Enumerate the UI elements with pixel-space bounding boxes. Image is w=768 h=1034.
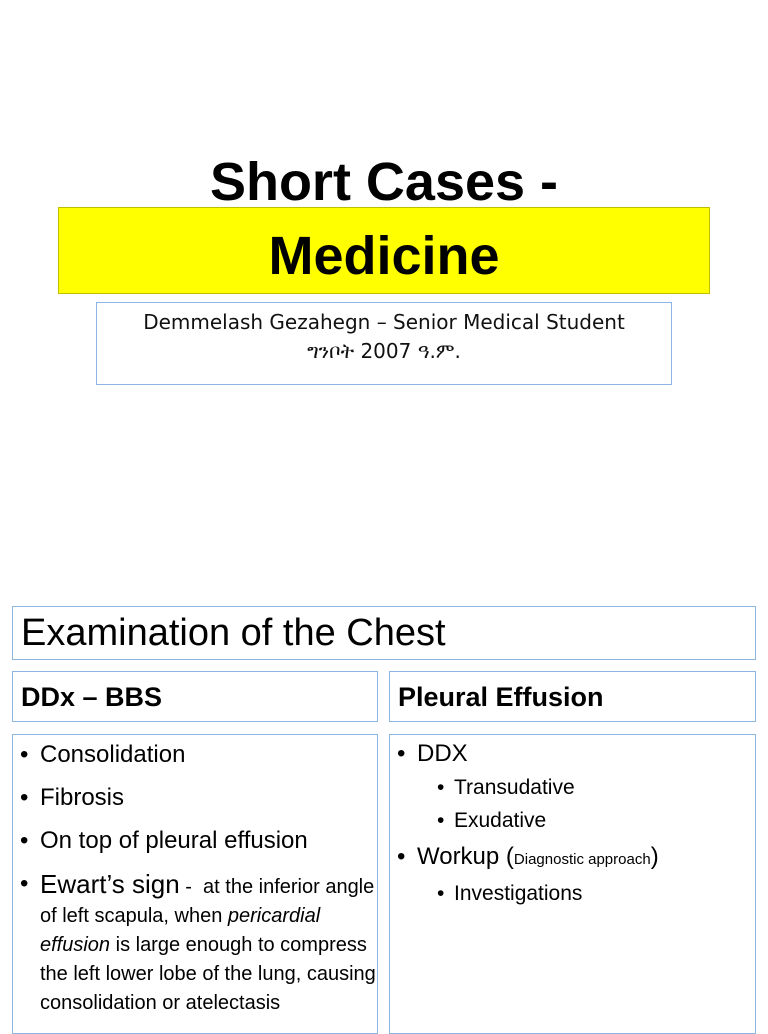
left-header-text: DDx – BBS [21, 682, 163, 712]
right-column-body [389, 734, 756, 1034]
ewart-italic: pericardial effusion [40, 905, 321, 956]
workup-note: Diagnostic approach [513, 851, 651, 868]
list-item: • Investigations [417, 880, 755, 908]
ewart-separator: - [179, 876, 204, 898]
list-item: • Consolidation [13, 741, 377, 769]
ewart-sign-label: Ewart’s sign [40, 869, 180, 899]
pleural-list [390, 735, 755, 908]
workup-item [390, 843, 755, 908]
right-column-header [389, 671, 756, 722]
list-item: • On top of pleural effusion [13, 827, 377, 855]
left-column-body [12, 734, 378, 1034]
list-item: • Transudative [417, 774, 755, 802]
ewart-text-2: is large enough to compress the left lower lobe of the lung, causing consolidation or atelectasis [40, 934, 376, 1014]
subtitle-box [96, 302, 672, 385]
workup-sublist [417, 880, 755, 908]
workup-close: ) [650, 843, 659, 870]
left-column-header [12, 671, 378, 722]
ewart-text-1: at the inferior angle of left scapula, when [40, 876, 375, 927]
workup-label: Workup ( [417, 843, 514, 870]
ddx-sublist [417, 774, 755, 835]
slide-title-line1: Short Cases - [209, 152, 559, 212]
ewart-sign-item [13, 870, 377, 1017]
author-line: Demmelash Gezahegn – Senior Medical Student [143, 310, 625, 334]
list-item: • Exudative [417, 807, 755, 835]
date-line: ግንቦት 2007 ዓ.ም. [307, 339, 461, 363]
slide-heading-box [12, 606, 756, 660]
chest-exam-slide [0, 560, 768, 1024]
slide-heading: Examination of the Chest [21, 612, 446, 654]
slide-title-line2: Medicine [268, 226, 500, 286]
ddx-label: DDX [417, 740, 468, 767]
ddx-item [390, 740, 755, 835]
ddx-list [13, 735, 377, 1017]
list-item: • Fibrosis [13, 784, 377, 812]
right-header-text: Pleural Effusion [398, 682, 604, 712]
